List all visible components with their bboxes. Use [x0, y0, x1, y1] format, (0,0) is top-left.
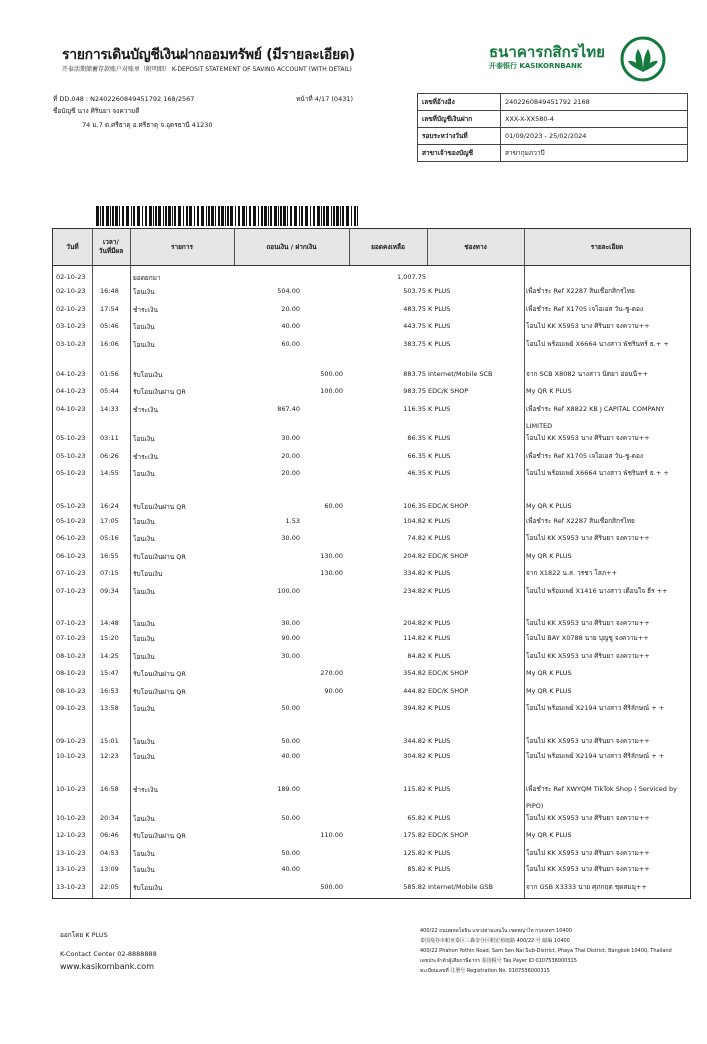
row-channel: K PLUS [428, 752, 451, 760]
page-number: หน้าที่ 4/17 (0431) [296, 95, 354, 103]
bank-address-block [420, 926, 700, 976]
row-description: รับโอนเงินผ่าน QR [133, 553, 186, 561]
row-deposit: 60.00 [324, 502, 343, 510]
column-divider [427, 229, 428, 265]
table-row [53, 552, 690, 564]
row-date: 04-10-23 [56, 387, 86, 395]
summary-value: สาขากุมภวาปี [501, 145, 688, 162]
row-channel: K PLUS [428, 704, 451, 712]
row-description: รับโอนเงิน [133, 884, 163, 892]
row-detail: โอนไป พร้อมเพย์ X1416 นางสาว เดือนใจ ธีร ++ [526, 587, 668, 595]
row-balance: 66.35 [407, 452, 426, 460]
table-row [53, 370, 690, 382]
row-detail: จาก GSB X3333 นาย ศุภกฤต ชุดสมมุ++ [526, 883, 647, 891]
row-time: 14:33 [100, 405, 119, 413]
row-detail: My QR K PLUS [526, 552, 572, 560]
row-channel: K PLUS [428, 849, 451, 857]
row-time: 20:34 [100, 814, 119, 822]
issued-by: ออกโดย K PLUS [60, 931, 108, 939]
table-row [53, 434, 690, 446]
row-channel: K PLUS [428, 305, 451, 313]
row-balance: 175.82 [403, 831, 426, 839]
row-description: รับโอนเงินผ่าน QR [133, 388, 186, 396]
row-detail: เพื่อชำระ Ref X1705 เจไอเอส วัน-ชู-ดอง [526, 305, 644, 313]
row-detail: โอนไป พร้อมเพย์ X2194 นางสาว ศิริลักษณ์ + + [526, 752, 665, 760]
address-english: 400/22 Phahon Yothin Road, Sam Sen Nai Sub-District, Phaya Thai District, Bangkok 10400, Thailand [420, 948, 672, 954]
table-row [53, 322, 690, 334]
row-balance: 383.75 [403, 340, 426, 348]
row-withdrawal: 504.00 [277, 287, 300, 295]
row-description: รับโอนเงินผ่าน QR [133, 503, 186, 511]
row-withdrawal: 20.00 [281, 469, 300, 477]
row-channel: K PLUS [428, 322, 451, 330]
row-time: 16:48 [100, 287, 119, 295]
row-detail: โอนไป KK X5953 นาง ศิรินยา จงความ++ [526, 865, 650, 873]
row-date: 09-10-23 [56, 737, 86, 745]
row-channel: K PLUS [428, 587, 451, 595]
summary-value: 01/09/2023 - 25/02/2024 [501, 128, 688, 145]
row-withdrawal: 50.00 [281, 704, 300, 712]
row-description: โอนเงิน [133, 635, 155, 643]
row-channel: K PLUS [428, 405, 451, 413]
row-date: 05-10-23 [56, 469, 86, 477]
row-date: 02-10-23 [56, 273, 86, 281]
row-description: ชำระเงิน [133, 406, 158, 414]
row-channel: K PLUS [428, 814, 451, 822]
row-description: โอนเงิน [133, 323, 155, 331]
row-channel: K PLUS [428, 287, 451, 295]
row-date: 07-10-23 [56, 587, 86, 595]
summary-label: รอบระหว่างวันที่ [418, 128, 501, 145]
row-balance: 114.82 [403, 634, 426, 642]
barcode-icon [96, 206, 358, 226]
row-date: 07-10-23 [56, 569, 86, 577]
row-detail: โอนไป พร้อมเพย์ X6664 นางสาว พัชรินทร์ ธ.+ + [526, 340, 669, 348]
row-detail: โอนไป KK X5953 นาง ศิรินยา จงความ++ [526, 434, 650, 442]
website-link[interactable]: www.kasikornbank.com [60, 962, 154, 971]
summary-row [418, 94, 688, 111]
row-deposit: 270.00 [320, 669, 343, 677]
table-row [53, 587, 690, 599]
row-date: 04-10-23 [56, 405, 86, 413]
tax-id: เลขประจำตัวผู้เสียภาษีอากร 泰国税号 Tax Payer ID 0107536000315 [420, 958, 577, 964]
summary-table [417, 93, 688, 162]
row-withdrawal: 40.00 [281, 752, 300, 760]
row-time: 05:46 [100, 322, 119, 330]
row-detail: จาก SCB X8082 นางสาว นิตยา อ่อนนี++ [526, 370, 649, 378]
address-chinese: 泰国曼谷市帕亚泰区三森奈分区帕宏裕庭路 400/22 号 邮编 10400 [420, 938, 570, 944]
table-row [53, 669, 690, 681]
row-time: 06:26 [100, 452, 119, 460]
summary-label: สาขาเจ้าของบัญชี [418, 145, 501, 162]
row-time: 15:20 [100, 634, 119, 642]
row-withdrawal: 30.00 [281, 434, 300, 442]
row-balance: 444.82 [403, 687, 426, 695]
row-balance: 983.75 [403, 387, 426, 395]
row-channel: K PLUS [428, 534, 451, 542]
row-date: 13-10-23 [56, 849, 86, 857]
row-balance: 304.82 [403, 752, 426, 760]
row-time: 16:06 [100, 340, 119, 348]
header-channel: ช่องทาง [464, 242, 487, 251]
row-date: 10-10-23 [56, 814, 86, 822]
row-withdrawal: 90.00 [281, 634, 300, 642]
table-row [53, 469, 690, 481]
row-channel: EDC/K SHOP [428, 669, 469, 677]
row-time: 16:58 [100, 785, 119, 793]
kasikornbank-logo-icon [620, 36, 666, 82]
table-row [53, 387, 690, 399]
row-description: โอนเงิน [133, 866, 155, 874]
address-thai: 400/22 ถนนพหลโยธิน แขวงสามเสนใน เขตพญาไท กรุงเทพฯ 10400 [420, 928, 572, 934]
row-channel: K PLUS [428, 785, 451, 793]
row-deposit: 130.00 [320, 552, 343, 560]
row-date: 08-10-23 [56, 669, 86, 677]
row-detail: My QR K PLUS [526, 502, 572, 510]
table-row [53, 305, 690, 317]
row-date: 08-10-23 [56, 652, 86, 660]
row-balance: 585.82 [403, 883, 426, 891]
row-balance: 234.82 [403, 587, 426, 595]
row-channel: Internet/Mobile SCB [428, 370, 493, 378]
row-detail: โอนไป KK X5953 นาง ศิรินยา จงความ++ [526, 814, 650, 822]
summary-value: XXX-X-XX580-4 [501, 111, 688, 128]
row-balance: 334.82 [403, 569, 426, 577]
row-channel: Internet/Mobile GSB [428, 883, 494, 891]
row-balance: 443.75 [403, 322, 426, 330]
row-channel: K PLUS [428, 619, 451, 627]
row-channel: EDC/K SHOP [428, 502, 469, 510]
table-row [53, 687, 690, 699]
row-date: 13-10-23 [56, 865, 86, 873]
row-detail: โอนไป พร้อมเพย์ X6664 นางสาว พัชรินทร์ ธ.+ + [526, 469, 669, 477]
row-withdrawal: 189.00 [277, 785, 300, 793]
table-row [53, 865, 690, 877]
row-detail: My QR K PLUS [526, 687, 572, 695]
row-channel: K PLUS [428, 469, 451, 477]
row-description: โอนเงิน [133, 535, 155, 543]
row-deposit: 130.00 [320, 569, 343, 577]
row-time: 09:34 [100, 587, 119, 595]
row-time: 06:46 [100, 831, 119, 839]
row-description: ยอดยกมา [133, 274, 161, 282]
row-channel: EDC/K SHOP [428, 387, 469, 395]
table-row [53, 634, 690, 646]
row-description: โอนเงิน [133, 435, 155, 443]
row-detail: เพื่อชำระ Ref X2287 สินเชื่อกสิกรไทย [526, 517, 635, 525]
summary-row [418, 145, 688, 162]
row-time: 04:53 [100, 849, 119, 857]
row-description: โอนเงิน [133, 341, 155, 349]
row-date: 13-10-23 [56, 883, 86, 891]
row-description: โอนเงิน [133, 705, 155, 713]
row-description: รับโอนเงิน [133, 371, 163, 379]
summary-label: เลขที่อ้างอิง [418, 94, 501, 111]
table-row [53, 452, 690, 464]
row-time: 16:53 [100, 687, 119, 695]
row-description: รับโอนเงิน [133, 570, 163, 578]
row-time: 05:44 [100, 387, 119, 395]
row-date: 03-10-23 [56, 340, 86, 348]
transaction-table [52, 228, 691, 899]
row-description: รับโอนเงินผ่าน QR [133, 688, 186, 696]
row-date: 02-10-23 [56, 305, 86, 313]
header-detail: รายละเอียด [590, 242, 624, 251]
row-channel: EDC/K SHOP [428, 687, 469, 695]
row-balance: 483.75 [403, 305, 426, 313]
registration-number: ทะเบียนเลขที่ 注册号 Registration No. 0107536000315 [420, 968, 550, 974]
row-channel: K PLUS [428, 737, 451, 745]
row-withdrawal: 20.00 [281, 452, 300, 460]
row-deposit: 500.00 [320, 883, 343, 891]
table-row [53, 340, 690, 352]
reference-line: ที่ DD.048 : N2402260849451792 168/2567 [53, 95, 195, 103]
row-balance: 86.35 [407, 434, 426, 442]
header-date: วันที่ [66, 242, 79, 251]
table-row [53, 534, 690, 546]
table-row [53, 752, 690, 764]
row-time: 14:48 [100, 619, 119, 627]
summary-value: 2402260849451792 2168 [501, 94, 688, 111]
row-detail: โอนไป BAY X0788 นาย บุญชู จงความ++ [526, 634, 649, 642]
row-date: 05-10-23 [56, 517, 86, 525]
row-description: โอนเงิน [133, 753, 155, 761]
row-time: 03:11 [100, 434, 119, 442]
row-date: 10-10-23 [56, 785, 86, 793]
row-time: 14:55 [100, 469, 119, 477]
statement-subtitle: 开泰活期储蓄存款账户对账单（附明细） K-DEPOSIT STATEMENT OF SAVING ACCOUNT (WITH DETAIL) [62, 66, 352, 73]
row-date: 05-10-23 [56, 502, 86, 510]
row-description: โอนเงิน [133, 588, 155, 596]
row-description: ชำระเงิน [133, 453, 158, 461]
summary-row [418, 128, 688, 145]
row-balance: 115.82 [403, 785, 426, 793]
row-withdrawal: 50.00 [281, 737, 300, 745]
row-description: โอนเงิน [133, 850, 155, 858]
row-description: รับโอนเงินผ่าน QR [133, 670, 186, 678]
row-channel: K PLUS [428, 517, 451, 525]
table-row [53, 814, 690, 826]
row-balance: 204.82 [403, 619, 426, 627]
row-description: โอนเงิน [133, 470, 155, 478]
row-withdrawal: 50.00 [281, 814, 300, 822]
table-row [53, 287, 690, 299]
row-detail: My QR K PLUS [526, 669, 572, 677]
row-date: 07-10-23 [56, 634, 86, 642]
bank-name-thai: ธนาคารกสิกรไทย [489, 43, 605, 61]
row-channel: K PLUS [428, 652, 451, 660]
row-balance: 344.82 [403, 737, 426, 745]
header-balance: ยอดคงเหลือ [371, 242, 405, 251]
row-time: 15:01 [100, 737, 119, 745]
address-line: 74 ม.7 ต.ศรีธาตุ อ.ศรีธาตุ จ.อุดรธานี 41230 [82, 121, 213, 129]
row-withdrawal: 1.53 [285, 517, 300, 525]
row-withdrawal: 30.00 [281, 652, 300, 660]
row-time: 17:54 [100, 305, 119, 313]
row-date: 07-10-23 [56, 619, 86, 627]
row-balance: 46.35 [407, 469, 426, 477]
row-time: 15:47 [100, 669, 119, 677]
table-row [53, 405, 690, 430]
row-detail: โอนไป KK X5953 นาง ศิรินยา จงความ++ [526, 534, 650, 542]
header-amount: ถอนเงิน / ฝากเงิน [266, 242, 317, 251]
row-channel: K PLUS [428, 569, 451, 577]
row-time: 16:24 [100, 502, 119, 510]
row-withdrawal: 50.00 [281, 849, 300, 857]
row-detail: โอนไป KK X5953 นาง ศิรินยา จงความ++ [526, 322, 650, 330]
row-description: โอนเงิน [133, 620, 155, 628]
column-divider [234, 229, 235, 265]
row-balance: 85.82 [407, 865, 426, 873]
row-channel: K PLUS [428, 340, 451, 348]
row-detail: เพื่อชำระ Ref X8822 KB J CAPITAL COMPANY LIMITED [526, 405, 665, 430]
table-row [53, 704, 690, 716]
row-detail: เพื่อชำระ Ref XWYQM TikTok Shop ( Serviced by PIPO) [526, 785, 677, 810]
column-divider [349, 229, 350, 265]
row-description: โอนเงิน [133, 288, 155, 296]
row-withdrawal: 30.00 [281, 534, 300, 542]
row-time: 05:16 [100, 534, 119, 542]
row-detail: โอนไป KK X5953 นาง ศิรินยา จงความ++ [526, 652, 650, 660]
row-date: 08-10-23 [56, 687, 86, 695]
row-balance: 125.82 [403, 849, 426, 857]
row-date: 12-10-23 [56, 831, 86, 839]
row-date: 05-10-23 [56, 452, 86, 460]
row-time: 16:55 [100, 552, 119, 560]
header-description: รายการ [170, 242, 194, 251]
contact-center: K-Contact Center 02-8888888 [60, 950, 157, 958]
table-row [53, 517, 690, 529]
row-channel: EDC/K SHOP [428, 552, 469, 560]
row-detail: โอนไป KK X5953 นาง ศิรินยา จงความ++ [526, 737, 650, 745]
row-channel: EDC/K SHOP [428, 831, 469, 839]
row-deposit: 500.00 [320, 370, 343, 378]
row-date: 04-10-23 [56, 370, 86, 378]
row-time: 07:15 [100, 569, 119, 577]
row-description: ชำระเงิน [133, 786, 158, 794]
row-withdrawal: 40.00 [281, 322, 300, 330]
row-date: 03-10-23 [56, 322, 86, 330]
row-detail: เพื่อชำระ Ref X2287 สินเชื่อกสิกรไทย [526, 287, 635, 295]
row-time: 13:09 [100, 865, 119, 873]
row-time: 12:23 [100, 752, 119, 760]
row-deposit: 100.00 [320, 387, 343, 395]
row-deposit: 110.00 [320, 831, 343, 839]
row-withdrawal: 20.00 [281, 305, 300, 313]
row-date: 10-10-23 [56, 752, 86, 760]
row-detail: My QR K PLUS [526, 387, 572, 395]
row-description: โอนเงิน [133, 653, 155, 661]
row-description: โอนเงิน [133, 738, 155, 746]
statement-title: รายการเดินบัญชีเงินฝากออมทรัพย์ (มีรายละเอียด) [62, 47, 355, 63]
row-balance: 394.82 [403, 704, 426, 712]
row-withdrawal: 867.40 [277, 405, 300, 413]
table-row [53, 785, 690, 810]
row-channel: K PLUS [428, 434, 451, 442]
row-withdrawal: 60.00 [281, 340, 300, 348]
row-balance: 204.82 [403, 552, 426, 560]
row-deposit: 90.00 [324, 687, 343, 695]
row-time: 01:56 [100, 370, 119, 378]
table-row [53, 849, 690, 861]
row-detail: โอนไป KK X5953 นาง ศิรินยา จงความ++ [526, 619, 650, 627]
row-withdrawal: 40.00 [281, 865, 300, 873]
row-time: 22:05 [100, 883, 119, 891]
row-detail: จาก X1822 น.ส. วรชา โสภ++ [526, 569, 618, 577]
row-balance: 883.75 [403, 370, 426, 378]
table-row [53, 569, 690, 581]
row-time: 17:05 [100, 517, 119, 525]
row-detail: My QR K PLUS [526, 831, 572, 839]
row-time: 13:58 [100, 704, 119, 712]
summary-row [418, 111, 688, 128]
row-description: โอนเงิน [133, 518, 155, 526]
row-channel: K PLUS [428, 865, 451, 873]
row-date: 06-10-23 [56, 552, 86, 560]
table-header [53, 229, 690, 266]
row-balance: 74.82 [407, 534, 426, 542]
row-detail: เพื่อชำระ Ref X1705 เจไอเอส วัน-ชู-ดอง [526, 452, 644, 460]
summary-label: เลขที่บัญชีเงินฝาก [418, 111, 501, 128]
table-row [53, 831, 690, 843]
row-balance: 1,007.75 [397, 273, 426, 281]
table-row [53, 883, 690, 895]
row-balance: 354.82 [403, 669, 426, 677]
row-detail: โอนไป KK X5953 นาง ศิรินยา จงความ++ [526, 849, 650, 857]
row-withdrawal: 30.00 [281, 619, 300, 627]
row-balance: 84.82 [407, 652, 426, 660]
bank-name-english: 开泰银行 KASIKORNBANK [489, 62, 583, 70]
row-balance: 106.35 [403, 502, 426, 510]
row-detail: โอนไป พร้อมเพย์ X2194 นางสาว ศิริลักษณ์ + + [526, 704, 665, 712]
row-description: รับโอนเงินผ่าน QR [133, 832, 186, 840]
account-name-line: ชื่อบัญชี นาง ศิรินยา จงความดี [53, 107, 140, 115]
row-description: ชำระเงิน [133, 306, 158, 314]
row-channel: K PLUS [428, 634, 451, 642]
header-time: เวลา/ วันที่มีผล [98, 238, 124, 255]
row-balance: 65.82 [407, 814, 426, 822]
row-date: 09-10-23 [56, 704, 86, 712]
row-date: 06-10-23 [56, 534, 86, 542]
row-date: 02-10-23 [56, 287, 86, 295]
row-balance: 104.82 [403, 517, 426, 525]
row-balance: 116.35 [403, 405, 426, 413]
row-channel: K PLUS [428, 452, 451, 460]
row-time: 14:25 [100, 652, 119, 660]
row-withdrawal: 100.00 [277, 587, 300, 595]
row-balance: 503.75 [403, 287, 426, 295]
table-row [53, 652, 690, 664]
row-description: โอนเงิน [133, 815, 155, 823]
row-date: 05-10-23 [56, 434, 86, 442]
